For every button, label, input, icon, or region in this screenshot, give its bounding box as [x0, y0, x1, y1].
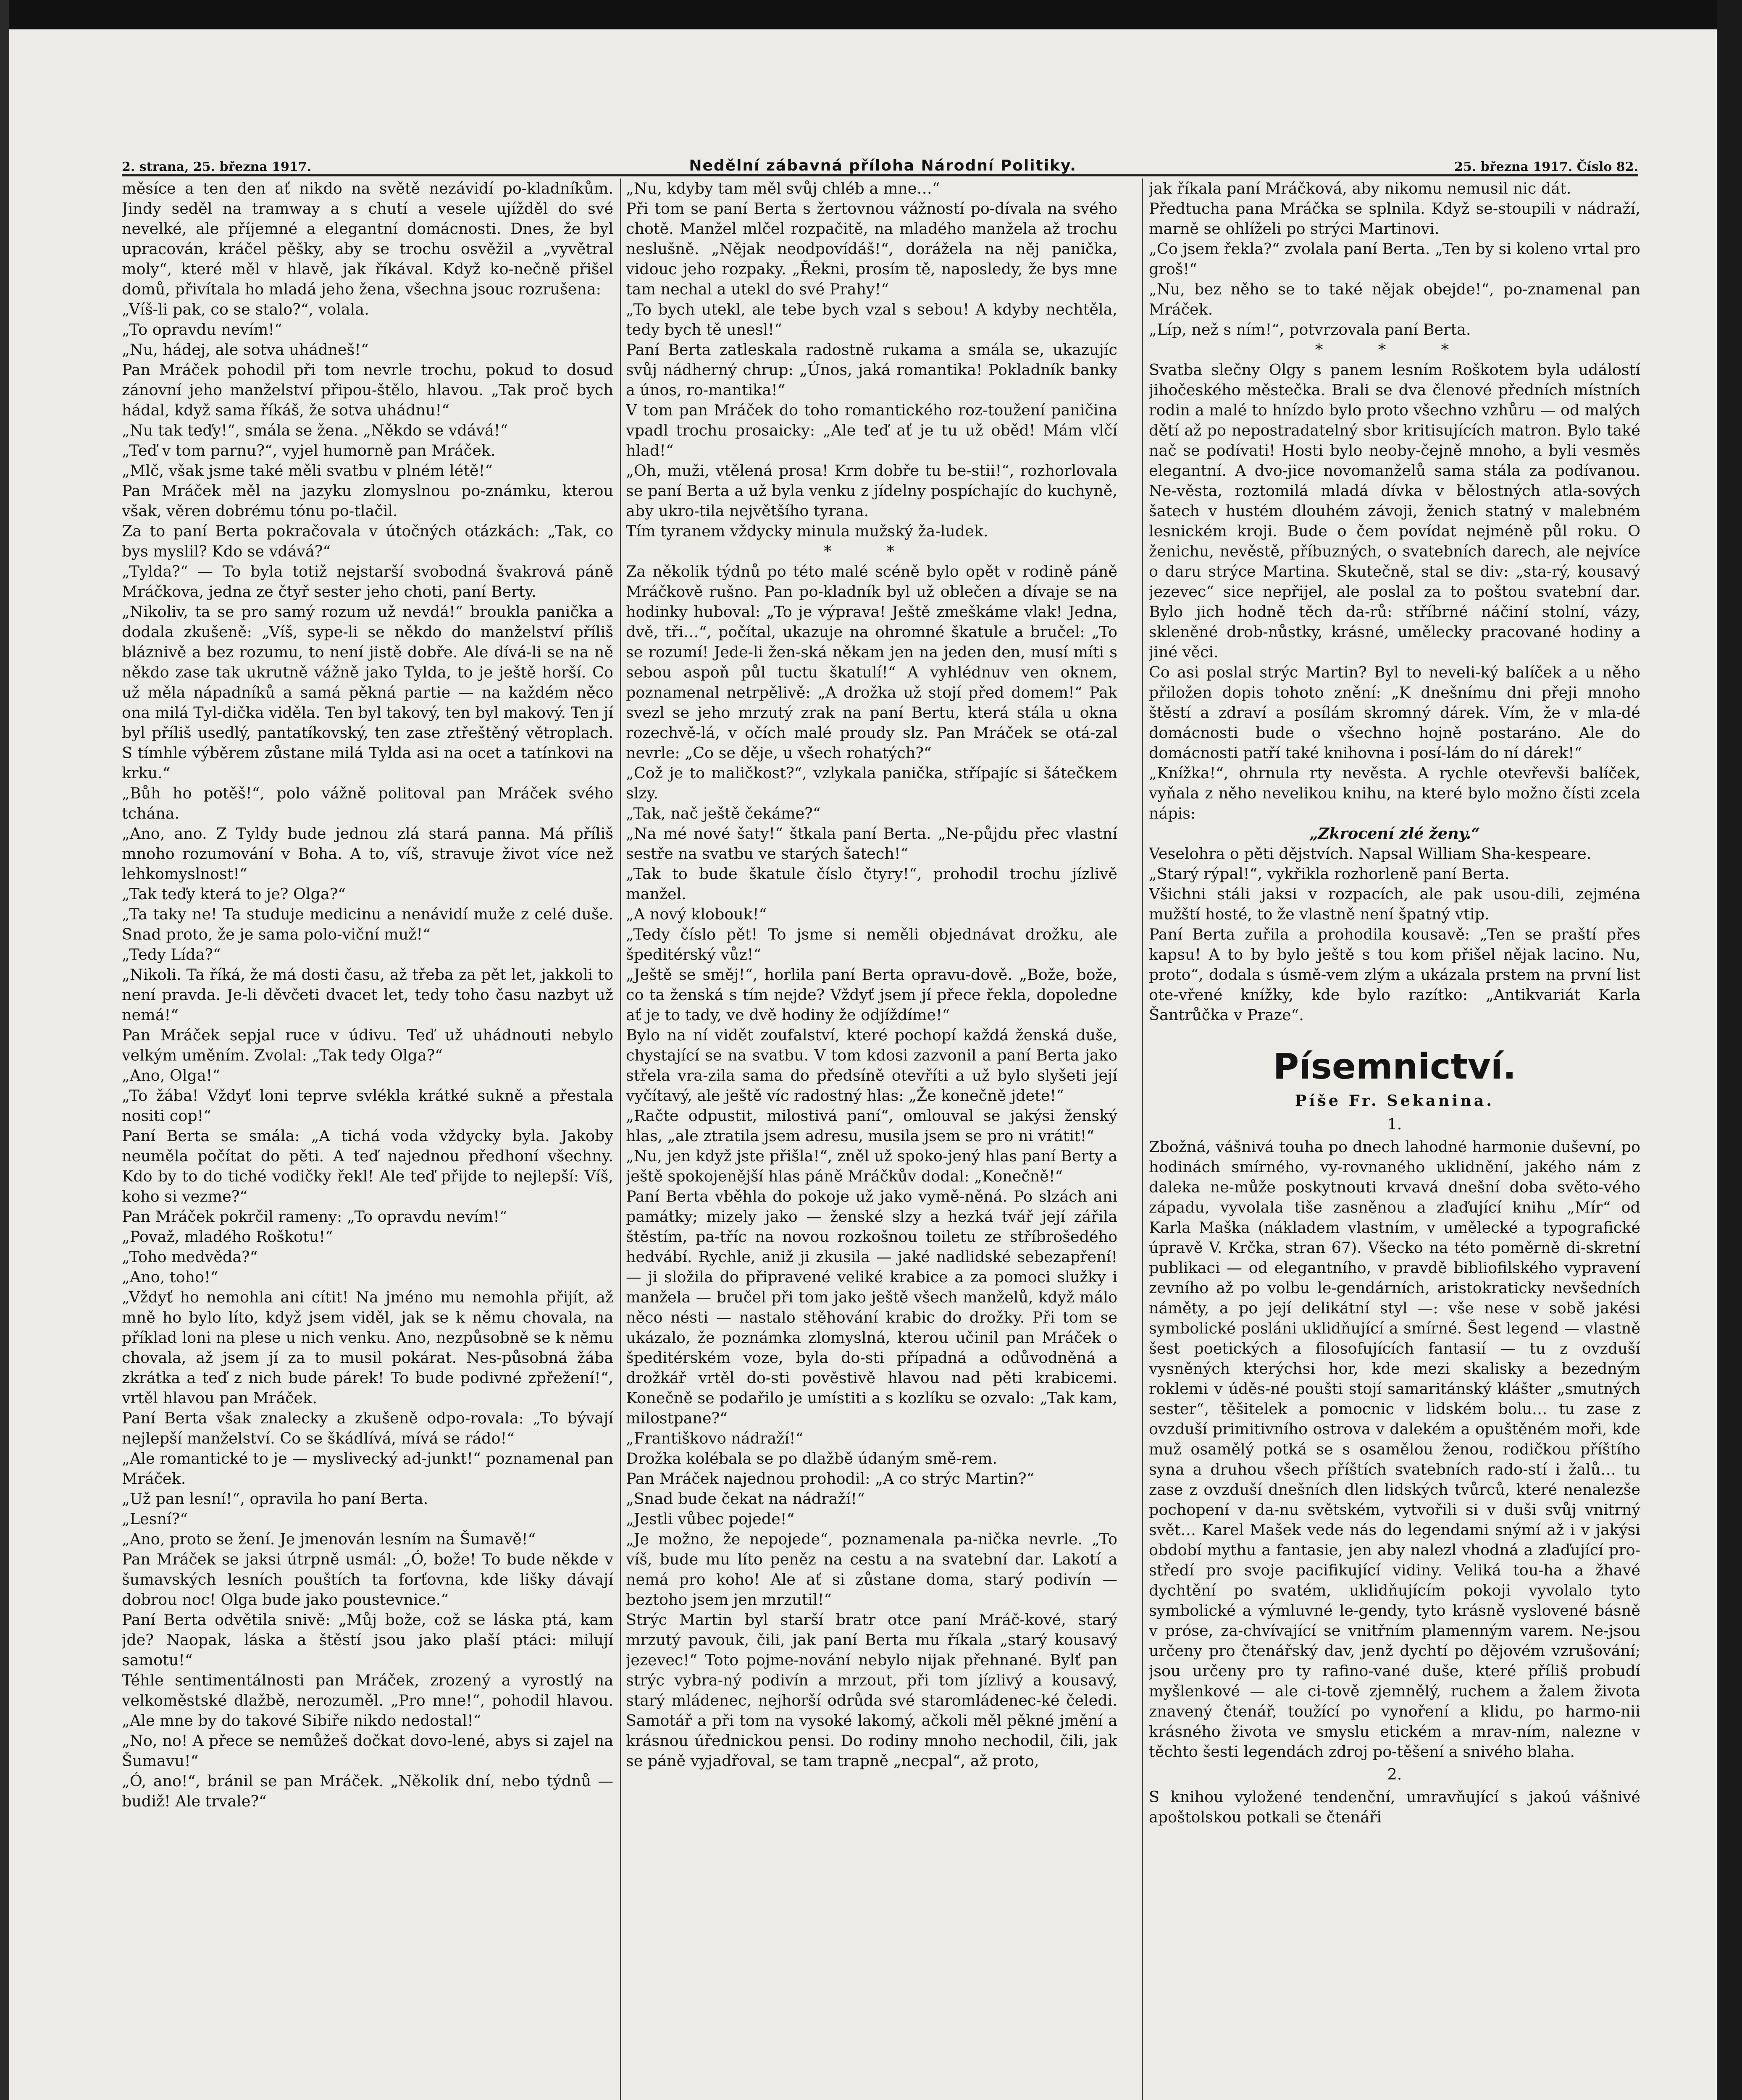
- section-byline: Píše Fr. Sekanina.: [1295, 1092, 1495, 1110]
- paragraph: S knihou vyložené tendenční, umravňující s jakoú vášnivé apoštolskou potkali se čtenáři: [1149, 1788, 1640, 1826]
- paragraph: „Knížka!“, ohrnula rty nevěsta. A rychle otevřevši balíček, vyňala z něho nevelikou knihu, na které bylo možno čísti zcela nápis:: [1149, 764, 1640, 822]
- paragraph: Předtucha pana Mráčka se splnila. Když se-stoupili v nádraží, marně se ohlíželi po strýci Martinovi.: [1149, 200, 1640, 238]
- paragraph: „Je možno, že nepojede“, poznamenala pa-nička nevrle. „To víš, bude mu líto peněz na cestu a na svatební dar. Lakotí a nemá pro koho! Ale ať si zůstane doma, starý podivín — beztoho jsem jen mrzutil!“: [626, 1530, 1117, 1609]
- paragraph: Za několik týdnů po této malé scéně bylo opět v rodině páně Mráčkově rušno. Pan po-kladník byl už oblečen a dívaje se na hodinky huboval: „To je výprava! Ještě zmeškáme vlak! Jedna, dvě, tři…“, počítal, ukazuje na ohromné škatule a bručel: „To se rozumí! Jede-li žen-ská někam jen na jeden den, musí míti s sebou aspoň půl tuctu škatulí!“ A vyhlédnuv ven oknem, poznamenal netrpělivě: „A drožka už stojí před domem!“ Pak svezl se jeho mrzutý zrak na paní Bertu, která stála u okna rozechvě-lá, v očích malé proudy slz. Pan Mráček se otá-zal nevrle: „Co se děje, u všech rohatých?“: [626, 562, 1117, 762]
- paragraph: „Nu, bez něho se to také nějak obejde!“, po-znamenal pan Mráček.: [1149, 280, 1640, 318]
- paragraph: Pan Mráček najednou prohodil: „A co strýc Martin?“: [626, 1470, 1035, 1488]
- paragraph: „Ano, toho!“: [122, 1268, 218, 1286]
- paragraph: „Ještě se směj!“, horlila paní Berta opravu-dově. „Bože, bože, co ta ženská s tím nejde? Vždyť jsem jí přece řekla, dopoledne ať je to tady, ve dvě hodiny že odjíždíme!“: [626, 966, 1117, 1024]
- paragraph: „Tak teďy která to je? Olga?“: [122, 885, 346, 903]
- paragraph: Při tom se paní Berta s žertovnou vážností po-dívala na svého chotě. Manžel mlčel rozpačitě, na mladého manžela až trochu neslušně. „Nějak neodpovídáš!“, dorážela na něj panička, vidouc jeho rozpaky. „Řekni, prosím tě, naposledy, že bys mne tam nechal a utekl do své Prahy!“: [626, 200, 1117, 298]
- paragraph: „Ta taky ne! Ta studuje medicinu a nenávidí muže z celé duše. Snad proto, že je sama polo-viční muž!“: [122, 905, 613, 943]
- paragraph: „Nu, kdyby tam měl svůj chléb a mne…“: [626, 179, 940, 197]
- paragraph: „Víš-li pak, co se stalo?“, volala.: [122, 300, 369, 318]
- paragraph: Veselohra o pěti dějstvích. Napsal William Sha-kespeare.: [1149, 845, 1592, 863]
- paragraph: „Františkovo nádraží!“: [626, 1429, 804, 1447]
- section-separator: * *: [823, 542, 920, 560]
- paragraph: „Nikoli. Ta říká, že má dosti času, až třeba za pět let, jakkoli to není pravda. Je-li děvčeti dvacet let, tedy toho času nazbyt už nemá!“: [122, 966, 613, 1024]
- paragraph: „Na mé nové šaty!“ štkala paní Berta. „Ne-půjdu přec vlastní sestře na svatbu ve starých šatech!“: [626, 824, 1117, 863]
- paragraph: „Lesní?“: [122, 1510, 188, 1528]
- paragraph: Paní Berta vběhla do pokoje už jako vymě-něná. Po slzách ani památky; mizely jako — ženské slzy a hezká tvář její zářila štěstím, pa-tříc na novou rozkošnou toiletu ze stříbrošedého hedvábí. Rychle, aniž ji zkusila — jaké nadlidské sebezapření! — ji složila do připravené veliké krabice a za pomoci služky i manžela — bručel při tom jako ještě všech manželů, když málo něco nésti — nastalo stěhování krabic do drožky. Při tom se ukázalo, že poznámka zlomyslná, kterou učinil pan Mráček o špeditérském voze, byla do-sti případná a odůvodněná a drožkář vrtěl do-sti pověstivě hlavou nad pěti krabicemi. Konečně se podařilo je umístiti a s kozlíku se ozvalo: „Tak kam, milostpane?“: [626, 1187, 1117, 1427]
- paragraph: Paní Berta se smála: „A tichá voda vždycky byla. Jakoby neuměla počítat do pěti. A teď najednou předhoní všechny. Kdo by to do tiché vodičky řekl! Ale teď přijde to nejlepší: Víš, koho si vezme?“: [122, 1127, 613, 1205]
- paragraph: Paní Berta zatleskala radostně rukama a smála se, ukazujíc svůj nádherný chrup: „Únos, jaká romantika! Pokladník banky a únos, ro-mantika!“: [626, 341, 1117, 399]
- paragraph: Za to paní Berta pokračovala v útočných otázkách: „Tak, co bys myslil? Kdo se vdává?“: [122, 522, 613, 560]
- paragraph: Paní Berta zuřila a prohodila kousavě: „Ten se praští přes kapsu! A to by bylo ještě s tou kom přišel nějak lacino. Nu, proto“, dodala s úsmě-vem zlým a ukázala prstem na první list ote-vřené knížky, kde bylo razítko: „Antikvariát Karla Šantrůčka v Praze“.: [1149, 925, 1640, 1024]
- paragraph: „Tak to bude škatule číslo čtyry!“, prohodil trochu jízlivě manžel.: [626, 865, 1117, 903]
- paragraph: Všichni stáli jaksi v rozpacích, ale pak usou-dili, zejména mužští hosté, to že vlastně není špatný vtip.: [1149, 885, 1640, 923]
- paragraph: „Tedy číslo pět! To jsme si neměli objednávat drožku, ale špeditérský vůz!“: [626, 925, 1117, 963]
- part-number: 2.: [1387, 1765, 1402, 1783]
- scan-right-edge: [1717, 0, 1742, 2100]
- paragraph: „Tak, nač ještě čekáme?“: [626, 804, 821, 822]
- paragraph: „Starý rýpal!“, vykřikla rozhorleně paní Berta.: [1149, 865, 1510, 883]
- paragraph: „Líp, než s ním!“, potvrzovala paní Berta.: [1149, 320, 1471, 339]
- paragraph: Paní Berta však znalecky a zkušeně odpo-rovala: „To bývají nejlepší manželství. Co se škádlívá, mívá se rádo!“: [122, 1409, 613, 1447]
- column-rule: [620, 178, 621, 2100]
- paragraph: „Mlč, však jsme také měli svatbu v plném létě!“: [122, 462, 493, 480]
- paragraph: Pan Mráček se jaksi útrpně usmál: „Ó, bože! To bude někde v šumavských lesních pouštích ta forťovna, kde lišky dávají dobrou noc! Olga bude jako poustevnice.“: [122, 1550, 613, 1609]
- paragraph: Drožka kolébala se po dlažbě údaným smě-rem.: [626, 1449, 997, 1467]
- paragraph: V tom pan Mráček do toho romantického roz-toužení paničina vpadl trochu prosaicky: „Ale teď ať je tu už oběd! Mám vlčí hlad!“: [626, 401, 1117, 459]
- paragraph: „Nu, jen když jste přišla!“, zněl už spoko-jený hlas paní Berty a ještě spokojenější hlas páně Mráčkův dodal: „Konečně!“: [626, 1147, 1117, 1185]
- paragraph: „Toho medvěda?“: [122, 1248, 258, 1266]
- page-header: [122, 149, 1638, 176]
- paragraph: Pan Mráček pohodil při tom nevrle trochu, pokud to dosud zánovní jeho manželství připou-štělo, hlavou. „Tak proč bych hádal, když sama říkáš, že sotva uhádnu!“: [122, 361, 613, 419]
- paragraph: „Bůh ho potěš!“, polo vážně politoval pan Mráček svého tchána.: [122, 784, 613, 822]
- paragraph: Co asi poslal strýc Martin? Byl to neveli-ký balíček a u něho přiložen dopis tohoto znění: „K dnešnímu dni přeji mnoho štěstí a zdraví a posílám skromný dárek. Vím, že v mla-dé domácnosti bude o všechno hojně postaráno. Ale do domácnosti patří také knihovna i posí-lám do ní dárek!“: [1149, 663, 1640, 762]
- paragraph: „A nový klobouk!“: [626, 905, 767, 923]
- paragraph: „Oh, muži, vtělená prosa! Krm dobře tu be-stii!“, rozhorlovala se paní Berta a už byla venku z jídelny pospíchajíc do kuchyně, aby ukro-tila největšího tyrana.: [626, 462, 1117, 520]
- column-3: [1149, 178, 1640, 2100]
- column-2: [626, 178, 1117, 2100]
- header-left: 2. strana, 25. března 1917.: [122, 160, 312, 174]
- paragraph: měsíce a ten den ať nikdo na světě nezávidí po-kladníkům. Jindy seděl na tramway a s chutí a vesele ujížděl do své nevelké, ale příjemné a elegantní domácnosti. Dnes, že byl upracován, kráčel pěšky, aby se trochu osvěžil a „vyvětral moly“, které měl v hlavě, jak říkával. Když ko-nečně přišel domů, přivítala ho mladá jeho žena, všechna jsouc rozrušena:: [122, 179, 613, 298]
- paragraph: „To opravdu nevím!“: [122, 320, 282, 339]
- paragraph: „To žába! Vždyť loni teprve svlékla krátké sukně a přestala nositi cop!“: [122, 1087, 613, 1125]
- paragraph: Strýc Martin byl starší bratr otce paní Mráč-kové, starý mrzutý pavouk, čili, jak paní Berta mu říkala „starý kousavý jezevec!“ Toto pojme-nování nebylo nijak přehnané. Bylť pan strýc vybra-ný podivín a mrzout, při tom jízlivý a kousavý, starý mládenec, nejhorší odrůda své staromládenec-ké čeledi. Samotář a při tom na vysoké lakomý, ačkoli měl pěkné jmění a krásnou úřednickou pensi. Do rodiny mnoho nechodil, čili, jak se páně vyjadřoval, se tam trapně „necpal“, až proto,: [626, 1611, 1117, 1770]
- paragraph: „Nu, hádej, ale sotva uhádneš!“: [122, 341, 369, 359]
- column-rule: [1142, 178, 1143, 2100]
- paragraph: „Račte odpustit, milostivá paní“, omlouval se jakýsi ženský hlas, „ale ztratila jsem adresu, musila jsem se pro ni vrátit!“: [626, 1107, 1117, 1145]
- header-right: 25. března 1917. Číslo 82.: [1454, 160, 1638, 174]
- paragraph: Pan Mráček sepjal ruce v údivu. Teď už uhádnouti nebylo velkým uměním. Zvolal: „Tak tedy Olga?“: [122, 1026, 613, 1064]
- paragraph: „Jestli vůbec pojede!“: [626, 1510, 795, 1528]
- column-1: [122, 178, 613, 2100]
- paragraph: „Už pan lesní!“, opravila ho paní Berta.: [122, 1490, 428, 1508]
- paragraph: „Nu tak teďy!“, smála se žena. „Někdo se vdává!“: [122, 421, 508, 439]
- paragraph: „Ano, proto se žení. Je jmenován lesním na Šumavě!“: [122, 1530, 536, 1548]
- paragraph: Svatba slečny Olgy s panem lesním Roškotem byla událostí jihočeského městečka. Brali se dva členové předních místních rodin a malé to hnízdo bylo proto všechno vzhůru — od malých dětí až po nepostradatelný sbor kritisujících matron. Bylo také nač se podívati! Hosti bylo neoby-čejně mnoho, a byli vesměs elegantní. A dvo-jice novomanželů sama stála za podívanou. Ne-věsta, roztomilá mladá dívka v bělostných atla-sových šatech v hustém dlouhém závoji, ženich statný v malebném lesnickém kroji. Bude o čem povídat nejméně půl roku. O ženichu, nevěstě, příbuzných, o svatebních darech, ale nejvíce o daru strýce Martina. Skutečně, stal se div: „sta-rý, kousavý jezevec“ sice nepřijel, ale poslal za to poštou svatební dar. Bylo jich hodně těch da-rů: stříbrné náčiní stolní, vázy, skleněné drob-nůstky, krásné, umělecky pracované hodiny a jiné věci.: [1149, 361, 1640, 661]
- paragraph: „Snad bude čekat na nádraží!“: [626, 1490, 865, 1508]
- paragraph: „To bych utekl, ale tebe bych vzal s sebou! A kdyby nechtěla, tedy bych tě unesl!“: [626, 300, 1117, 339]
- scan-top-edge: [0, 0, 1742, 29]
- paragraph: Pan Mráček měl na jazyku zlomyslnou po-známku, kterou však, věren dobrému tónu po-tlačil.: [122, 482, 613, 520]
- paragraph: Tím tyranem vždycky minula mužský ža-ludek.: [626, 522, 988, 540]
- part-number: 1.: [1387, 1115, 1402, 1133]
- paragraph: „Tylda?“ — To byla totiž nejstarší svobodná švakrová páně Mráčkova, jedna ze čtyř sester jeho choti, paní Berty.: [122, 562, 613, 601]
- section-heading: Písemnictví.: [1273, 1046, 1516, 1087]
- paragraph: „Ó, ano!“, bránil se pan Mráček. „Několik dní, nebo týdnů — budiž! Ale trvale?“: [122, 1772, 613, 1810]
- paragraph: „Ale romantické to je — myslivecký ad-junkt!“ poznamenal pan Mráček.: [122, 1449, 613, 1488]
- paragraph: „No, no! A přece se nemůžeš dočkat dovo-lené, abys si zajel na Šumavu!“: [122, 1732, 613, 1770]
- paragraph: Bylo na ní vidět zoufalství, které pochopí každá ženská duše, chystající se na svatbu. V tom kdosi zazvonil a paní Berta jako střela vra-zila sama do předsíně otevříti a už bylo slyšeti její vyčítavý, ale ještě víc radostný hlas: „Že konečně jdete!“: [626, 1026, 1117, 1105]
- paragraph: jak říkala paní Mráčková, aby nikomu nemusil nic dát.: [1149, 179, 1571, 197]
- book-title: „Zkrocení zlé ženy.“: [1309, 824, 1480, 843]
- section-separator: * * *: [1315, 341, 1474, 359]
- paragraph: „Ano, ano. Z Tyldy bude jednou zlá stará panna. Má příliš mnoho rozumování v Boha. A to, víš, stravuje život více než lehkomyslnost!“: [122, 824, 613, 883]
- header-title: Nedělní zábavná příloha Národní Politiky.: [689, 157, 1077, 174]
- paragraph: „Teď v tom parnu?“, vyjel humorně pan Mráček.: [122, 441, 496, 459]
- paragraph: Téhle sentimentálnosti pan Mráček, zrozený a vyrostlý na velkoměstské dlažbě, nerozuměl. „Pro mne!“, pohodil hlavou. „Ale mne by do takové Sibiře nikdo nedostal!“: [122, 1671, 613, 1730]
- paragraph: „Což je to maličkost?“, vzlykala panička, střípajíc si šátečkem slzy.: [626, 764, 1117, 802]
- paragraph: Pan Mráček pokrčil rameny: „To opravdu nevím!“: [122, 1208, 507, 1226]
- paragraph: „Co jsem řekla?“ zvolala paní Berta. „Ten by si koleno vrtal pro groš!“: [1149, 240, 1640, 278]
- paragraph: „Nikoliv, ta se pro samý rozum už nevdá!“ broukla panička a dodala zkušeně: „Víš, sype-li se někdo do manželství příliš bláznivě a bez rozumu, to není jistě dobře. Ale dívá-li se na ně někdo zase tak ukrutně vážně jako Tylda, to je ještě horší. Co už měla nápadníků a samá pěkná partie — na každém něco ona milá Tyl-dička viděla. Ten byl takový, ten byl makový. Ten jí byl příliš usedlý, pantatíkovský, ten zase ztřeštěný větroplach. S tímhle výběrem zůstane milá Tylda asi na ocet a tatínkovi na krku.“: [122, 603, 613, 782]
- scan-left-edge: [0, 0, 9, 2100]
- paragraph: „Považ, mladého Roškotu!“: [122, 1228, 333, 1246]
- paragraph: Paní Berta odvětila snivě: „Můj bože, což se láska ptá, kam jde? Naopak, láska a štěstí jsou jako plaší ptáci: milují samotu!“: [122, 1611, 613, 1669]
- paragraph: „Tedy Lída?“: [122, 945, 221, 963]
- paragraph: Zbožná, vášnivá touha po dnech lahodné harmonie duševní, po hodinách smírného, vy-rovnaného uklidnění, jakého nám z daleka ne-může poskytnouti krvavá dnešní doba světo-vého západu, vyvolala tiše zasněnou a zlaďující knihu „Mír“ od Karla Maška (nákladem vlastním, v umělecké a typografické úpravě V. Krčka, stran 67). Všecko na této poměrně di-skretní publikaci — od elegantního, v pravdě bibliofilského vypravení zevního až po volbu le-gendárních, aristokraticky nevšedních náměty, a po její delikátní styl —: vše nese v sobě jakési symbolické posláni uklidňující a smírné. Šest legend — vlastně šest poetických a filosofujících fantasií — tu z ovzduší vysněných kterýchsi hor, kde mezi skalisky a bezedným roklemi v úděs-né poušti stojí samaritánský klášter „smutných sester“, těšitelek a pomocnic v lidském bolu… tu zase z ovzduší primitivního ostrova v dalekém a opuštěném moři, kde muž osamělý potká se s osamělou ženou, rodičkou příštího syna a druhou všech příštích svatebních rado-stí i žalů… tu zase z ovzduší dnešních dlen lidských tvůrců, které nenalezše pochopení v da-nu světském, vytvořili si v duši svůj vnitrný svět… Karel Mašek vede nás do legendami snýmí až i v jakýsi období mythu a fantasie, jen aby nalezl vhodná a zlaďující pro-středí pro svoje pacifikující vidiny. Veliká tou-ha a žhavé dychtění po svatém, uklidňujícím pokoji vyvolalo tyto symbolické a výmluvné le-gendy, tyto krásně vyslovené básně v próse, za-chvívající se vnitřním plamenným varem. Ne-jsou určeny pro čtenářský dav, jenž dychtí po dějovém vzrušování; jsou určeny pro ty rafino-vané duše, které příliš probudí myšlenkové — ale ci-tově zjemnělý, ruchem a žalem života znavený čtenář, toužící po vynoření a klidu, po harmo-nii krásného života ve smyslu etickém a mrav-ním, nalezne v těchto šesti legendách zdroj po-těšení a snivého blaha.: [1149, 1138, 1640, 1761]
- paragraph: „Vždyť ho nemohla ani cítit! Na jméno mu nemohla přijít, až mně ho bylo líto, když jsem viděl, jak se k němu chovala, na příklad loni na plese u nich venku. Ano, nezpůsobně se k němu chovala, až jsem jí za to musil pokárat. Nes-působná žába zkrátka a teď z nich bude párek! To bude podivné zpřežení!“, vrtěl hlavou pan Mráček.: [122, 1288, 613, 1407]
- paragraph: „Ano, Olga!“: [122, 1066, 221, 1084]
